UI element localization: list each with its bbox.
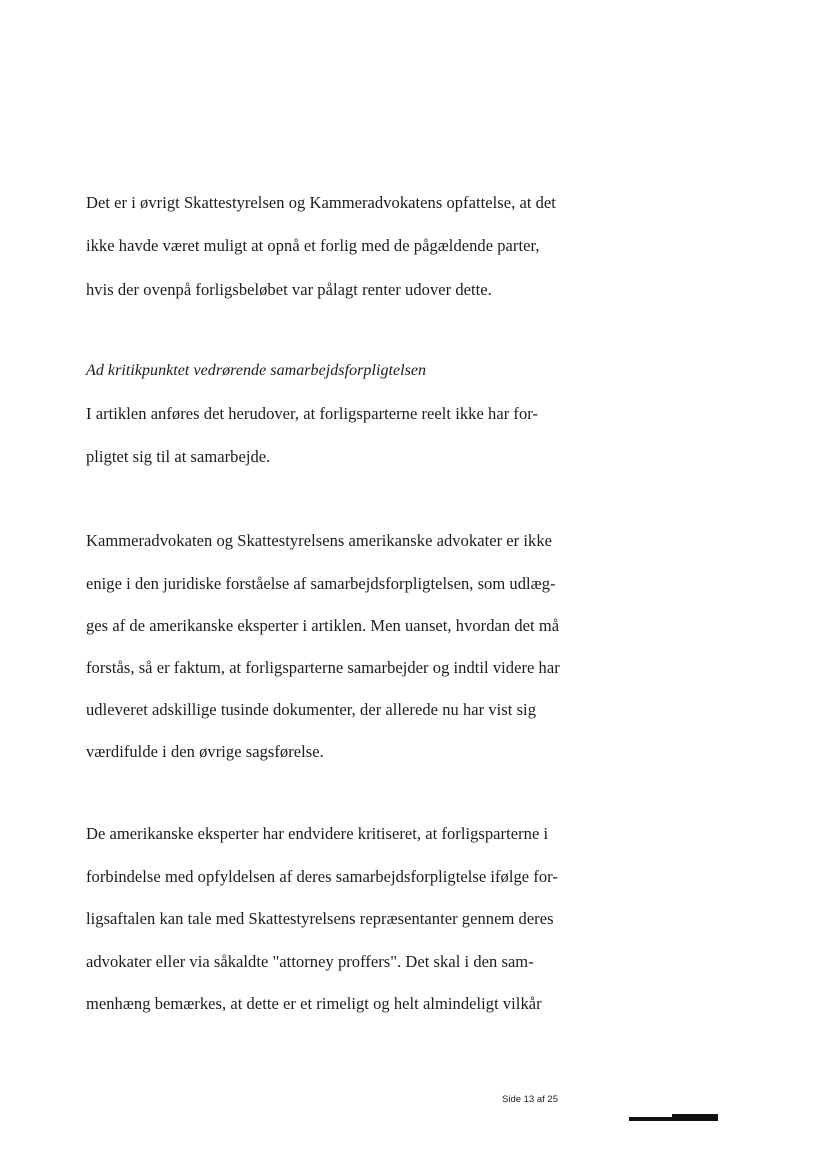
paragraph-3-line-5: udleveret adskillige tusinde dokumenter, der allerede nu har vist sig (86, 700, 536, 719)
section-heading: Ad kritikpunktet vedrørende samarbejdsforpligtelsen (86, 362, 427, 379)
paragraph-2-line-1: I artiklen anføres det herudover, at forligsparterne reelt ikke har for- (86, 404, 539, 423)
paragraph-4-line-3: ligsaftalen kan tale med Skattestyrelsens repræsentanter gennem deres (86, 909, 554, 928)
footer-rule (629, 1117, 718, 1121)
page-number: Side 13 af 25 (502, 1094, 558, 1105)
footer-rule-accent (672, 1114, 718, 1117)
paragraph-3-line-2: enige i den juridiske forståelse af samarbejdsforpligtelsen, som udlæg- (86, 574, 556, 593)
paragraph-3-line-4: forstås, så er faktum, at forligsparterne samarbejder og indtil videre har (86, 658, 560, 677)
paragraph-3-line-1: Kammeradvokaten og Skattestyrelsens amerikanske advokater er ikke (86, 531, 552, 550)
paragraph-3-line-3: ges af de amerikanske eksperter i artiklen. Men uanset, hvordan det må (86, 616, 560, 635)
paragraph-1-line-2: ikke havde været muligt at opnå et forlig med de pågældende parter, (86, 236, 540, 255)
paragraph-1-line-3: hvis der ovenpå forligsbeløbet var pålagt renter udover dette. (86, 280, 492, 299)
paragraph-4-line-4: advokater eller via såkaldte "attorney proffers". Det skal i den sam- (86, 952, 534, 971)
paragraph-3-line-6: værdifulde i den øvrige sagsførelse. (86, 742, 324, 761)
paragraph-4-line-1: De amerikanske eksperter har endvidere kritiseret, at forligsparterne i (86, 824, 549, 843)
paragraph-1-line-1: Det er i øvrigt Skattestyrelsen og Kammeradvokatens opfattelse, at det (86, 193, 556, 212)
paragraph-2-line-2: pligtet sig til at samarbejde. (86, 447, 271, 466)
paragraph-4-line-5: menhæng bemærkes, at dette er et rimeligt og helt almindeligt vilkår (86, 994, 542, 1013)
paragraph-4-line-2: forbindelse med opfyldelsen af deres samarbejdsforpligtelse ifølge for- (86, 867, 558, 886)
